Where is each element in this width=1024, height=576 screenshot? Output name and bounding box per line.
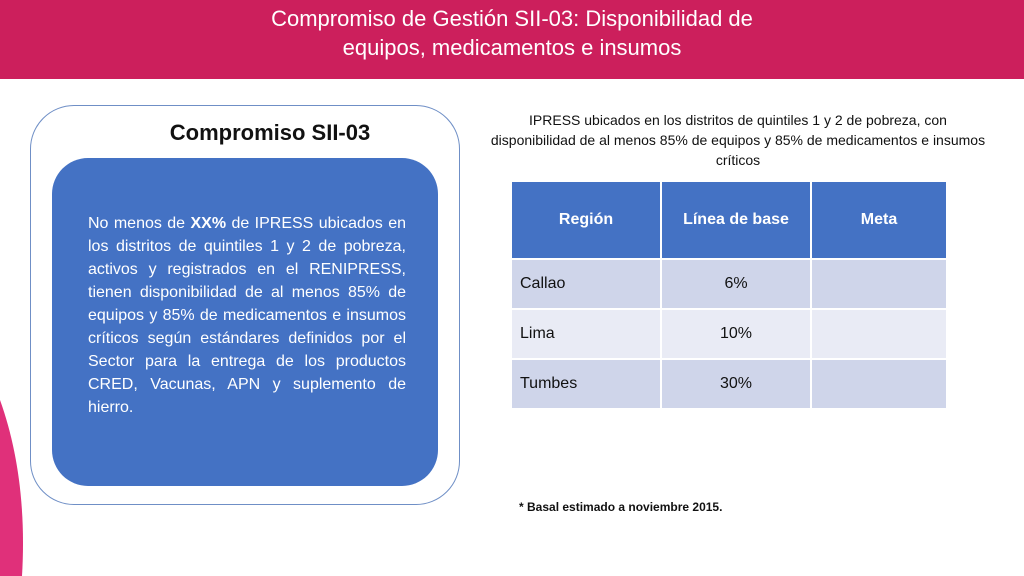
table-row <box>511 309 947 359</box>
region-cell: Lima <box>511 309 661 359</box>
goal-cell <box>811 359 947 409</box>
footnote: * Basal estimado a noviembre 2015. <box>519 500 723 514</box>
commitment-description <box>88 212 406 419</box>
goal-cell <box>811 309 947 359</box>
baseline-table <box>510 180 948 410</box>
column-header-goal: Meta <box>811 181 947 259</box>
commitment-title: Compromiso SII-03 <box>169 120 371 145</box>
table-row <box>511 259 947 309</box>
baseline-cell: 6% <box>661 259 811 309</box>
page-title <box>0 4 1024 62</box>
baseline-cell: 10% <box>661 309 811 359</box>
table-header-row <box>511 181 947 259</box>
column-header-baseline: Línea de base <box>661 181 811 259</box>
commitment-text-end: de IPRESS ubicados en los distritos de quintiles 1 y 2 de pobreza, activos y registrados en el RENIPRESS, tienen disponibilidad de al menos 85% de equipos y 85% de medicamentos e insumos críticos según estándares definidos por el Sector para la entrega de los productos CRED, Vacunas, APN y suplemento de hierro. <box>88 215 407 416</box>
region-cell: Tumbes <box>511 359 661 409</box>
table-row <box>511 359 947 409</box>
baseline-cell: 30% <box>661 359 811 409</box>
region-cell: Callao <box>511 259 661 309</box>
goal-cell <box>811 259 947 309</box>
column-header-region: Región <box>511 181 661 259</box>
table-caption: IPRESS ubicados en los distritos de quintiles 1 y 2 de pobreza, con disponibilidad de al menos 85% de equipos y 85% de medicamentos e insumos críticos <box>490 112 986 168</box>
commitment-target-value: XX% <box>190 215 227 232</box>
page-title-line1: Compromiso de Gestión SII-03: Disponibilidad de <box>271 6 753 31</box>
commitment-text-start: No menos de <box>88 215 191 232</box>
page-title-line2: equipos, medicamentos e insumos <box>342 35 682 60</box>
